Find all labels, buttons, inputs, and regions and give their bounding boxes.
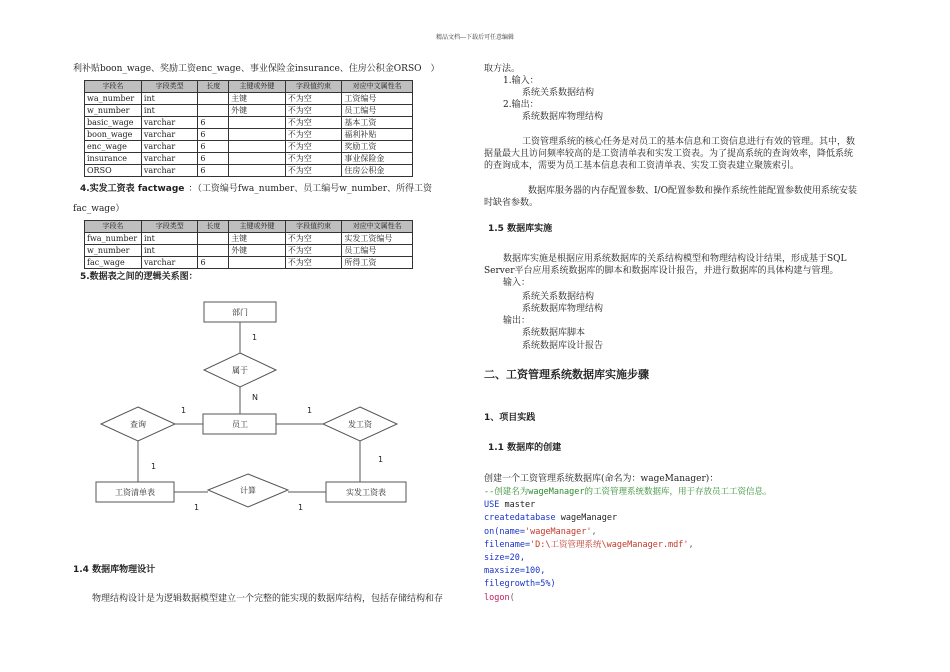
table-cell: 不为空	[285, 117, 342, 129]
input-item: 系统关系数据结构	[522, 88, 595, 98]
output-item: 系统数据库脚本	[522, 328, 586, 338]
table-cell	[229, 129, 286, 141]
sql-keyword: on	[484, 526, 495, 537]
sql-comment: --创建名为wageManager的工资管理系统数据库，用于存放员工工资信息。	[484, 487, 772, 497]
sql-code-block	[484, 486, 772, 605]
sql-text: filename=	[484, 539, 531, 550]
table-cell: 不为空	[285, 233, 342, 245]
column-header: 主键或外键	[229, 221, 286, 233]
sql-string: 'wageManager'	[524, 526, 592, 537]
er-diagram	[90, 296, 420, 516]
table-cell: 员工编号	[342, 245, 413, 257]
create-db-text: 创建一个工资管理系统数据库(命名为：wageManager)：	[484, 474, 719, 484]
output-item: 系统数据库物理结构	[522, 112, 604, 122]
table-cell: varchar	[141, 117, 198, 129]
cardinality-label: 1	[298, 503, 304, 512]
input-item: 系统关系数据结构	[522, 292, 595, 302]
section1-title: 1、项目实践	[484, 413, 536, 423]
cardinality-label: 1	[181, 406, 187, 415]
column-header: 字段类型	[141, 81, 198, 93]
table-cell: 不为空	[285, 245, 342, 257]
table-cell: 外键	[229, 245, 286, 257]
sql-text: wageManager	[555, 513, 618, 524]
sql-line	[484, 592, 772, 605]
relation-label: 发工资	[348, 420, 372, 429]
table-cell: int	[141, 93, 198, 105]
table-row	[85, 105, 413, 117]
table-cell: 6	[198, 129, 229, 141]
table-cell: 不为空	[285, 153, 342, 165]
table-cell: varchar	[141, 129, 198, 141]
table-cell: 不为空	[285, 165, 342, 177]
table-cell: 基本工资	[342, 117, 413, 129]
table-row	[85, 93, 413, 105]
table-cell: boon_wage	[85, 129, 142, 141]
access-method-text: 取方法。	[484, 64, 521, 74]
table-cell: 事业保险金	[342, 153, 413, 165]
table-cell	[229, 117, 286, 129]
section4-title: 4.实发工资表 factwage	[80, 184, 185, 194]
entity-employee	[203, 414, 276, 434]
sql-line: size=20,	[484, 553, 525, 564]
table-cell	[229, 141, 286, 153]
cardinality-label: 1	[378, 455, 384, 464]
section14-text: 物理结构设计是为逻辑数据模型建立一个完整的能实现的数据库结构，包括存储结构和存	[92, 594, 444, 604]
input-label: 输入：	[503, 278, 531, 288]
input-label: 1.输入：	[503, 76, 539, 86]
section14-title: 1.4 数据库物理设计	[73, 565, 156, 575]
relation-label: 计算	[240, 486, 256, 495]
table-cell: 6	[198, 257, 229, 269]
table-cell: 主键	[229, 93, 286, 105]
sql-line	[484, 539, 772, 552]
table-cell: fac_wage	[85, 257, 142, 269]
paragraph-text: 工资管理系统的核心任务是对员工的基本信息和工资信息进行有效的管理。其中，数	[522, 137, 856, 147]
sql-keyword: createdatabase	[484, 513, 556, 524]
sql-line: filegrowth=5%)	[484, 579, 556, 590]
entity-label: 员工	[232, 420, 248, 429]
table-cell: fwa_number	[85, 233, 142, 245]
column-header: 长度	[198, 221, 229, 233]
relation-query	[101, 407, 175, 441]
table-row	[85, 153, 413, 165]
column-header: 对应中文属性名	[342, 81, 413, 93]
table-cell	[229, 153, 286, 165]
table-cell: 工资编号	[342, 93, 413, 105]
entity-department	[204, 302, 276, 322]
table-row	[85, 141, 413, 153]
table-cell: w_number	[85, 245, 142, 257]
cardinality-label: N	[252, 393, 258, 402]
sql-keyword: logon	[484, 592, 510, 603]
table-cell: int	[141, 233, 198, 245]
table-cell: 员工编号	[342, 105, 413, 117]
table-cell: 不为空	[285, 257, 342, 269]
table-cell: varchar	[141, 165, 198, 177]
column-header: 字段值约束	[285, 81, 342, 93]
intro-line: 利补贴boon_wage、奖励工资enc_wage、事业保险金insurance、住房公积金ORSO ）	[73, 64, 440, 74]
table-cell: 福利补贴	[342, 129, 413, 141]
table-cell	[229, 257, 286, 269]
table-cell: wa_number	[85, 93, 142, 105]
column-header: 主键或外键	[229, 81, 286, 93]
table-cell: int	[141, 105, 198, 117]
table-header-row	[85, 81, 413, 93]
sql-keyword: USE	[484, 500, 500, 511]
entity-label: 实发工资表	[346, 488, 386, 497]
sql-line: maxsize=100,	[484, 566, 546, 577]
column-header: 长度	[198, 81, 229, 93]
table-cell: varchar	[141, 153, 198, 165]
table-cell: 实发工资编号	[342, 233, 413, 245]
table-row	[85, 129, 413, 141]
section4-desc: ：（工资编号fwa_number、员工编号w_number、所得工资	[188, 184, 433, 194]
factwage-table	[84, 220, 413, 269]
table-cell: 6	[198, 117, 229, 129]
table-cell: varchar	[141, 141, 198, 153]
table-cell: 所得工资	[342, 257, 413, 269]
sql-text: (	[509, 592, 515, 603]
relation-pay	[323, 407, 397, 441]
table-cell: 奖励工资	[342, 141, 413, 153]
table-row	[85, 257, 413, 269]
relation-calc	[208, 474, 288, 507]
table-cell: 不为空	[285, 105, 342, 117]
table-cell: 主键	[229, 233, 286, 245]
sql-string: 'D:\工资管理系统\wageManager.mdf'	[530, 539, 689, 550]
output-label: 输出：	[503, 316, 531, 326]
wage-table	[84, 80, 413, 177]
section11-title: 1.1 数据库的创建	[488, 443, 562, 453]
table-cell: 外键	[229, 105, 286, 117]
column-header: 字段名	[85, 221, 142, 233]
paragraph-text: 据量最大且访问频率较高的是工资清单表和实发工资表。为了提高系统的查询效率，降低系统	[484, 149, 854, 159]
column-header: 对应中文属性名	[342, 221, 413, 233]
relation-belong	[204, 353, 276, 387]
sql-line	[484, 499, 772, 512]
paragraph-text: 数据库服务器的内存配置参数、I/O配置参数和操作系统性能配置参数使用系统安装	[528, 186, 857, 196]
sql-text: ,	[591, 526, 597, 537]
table-cell: varchar	[141, 257, 198, 269]
cardinality-label: 1	[194, 503, 200, 512]
table-cell	[198, 233, 229, 245]
table-cell: 6	[198, 153, 229, 165]
sql-line	[484, 526, 772, 539]
table-cell: 不为空	[285, 141, 342, 153]
column-header: 字段值约束	[285, 221, 342, 233]
paragraph-text: 的查询成本，需要为员工基本信息表和工资清单表、实发工资表建立聚簇索引。	[484, 161, 800, 171]
section15-title: 1.5 数据库实施	[488, 224, 553, 234]
table-cell: 住房公积金	[342, 165, 413, 177]
table-row	[85, 117, 413, 129]
table-cell: 不为空	[285, 129, 342, 141]
paragraph-text: 数据库实施是根据应用系统数据库的关系结构模型和物理结构设计结果，形成基于SQL	[503, 254, 847, 264]
output-label: 2.输出：	[503, 100, 539, 110]
section4-desc2: fac_wage）	[73, 204, 125, 214]
page-header: 精品文档---下载后可任意编辑	[435, 34, 515, 41]
relation-label: 查询	[130, 420, 146, 429]
sql-text: master	[499, 500, 536, 511]
entity-payroll	[96, 482, 174, 502]
section5-title: 5.数据表之间的逻辑关系图：	[80, 272, 198, 282]
table-cell: w_number	[85, 105, 142, 117]
table-cell	[198, 93, 229, 105]
entity-label: 工资清单表	[115, 488, 155, 497]
cardinality-label: 1	[307, 406, 313, 415]
sql-text: (name=	[494, 526, 525, 537]
sql-line	[484, 512, 772, 525]
output-item: 系统数据库设计报告	[522, 341, 604, 351]
entity-label: 部门	[232, 308, 248, 317]
table-row	[85, 165, 413, 177]
table-cell: basic_wage	[85, 117, 142, 129]
cardinality-label: 1	[252, 333, 258, 342]
table-cell: 6	[198, 141, 229, 153]
table-cell: 6	[198, 165, 229, 177]
table-row	[85, 245, 413, 257]
table-cell	[229, 165, 286, 177]
entity-actual-wage	[326, 482, 406, 502]
section4-heading	[80, 184, 432, 195]
table-header-row	[85, 221, 413, 233]
sql-text: ,	[688, 539, 694, 550]
table-cell	[198, 245, 229, 257]
chapter2-title: 二、工资管理系统数据库实施步骤	[484, 368, 649, 381]
paragraph-text: Server平台应用系统数据库的脚本和数据库设计报告，并进行数据库的具体构建与管理。	[484, 266, 839, 276]
cardinality-label: 1	[151, 462, 157, 471]
column-header: 字段名	[85, 81, 142, 93]
input-item: 系统数据库物理结构	[522, 304, 604, 314]
paragraph-text: 时缺省参数。	[484, 198, 539, 208]
table-cell: insurance	[85, 153, 142, 165]
table-row	[85, 233, 413, 245]
table-cell: 不为空	[285, 93, 342, 105]
table-cell	[198, 105, 229, 117]
table-cell: int	[141, 245, 198, 257]
column-header: 字段类型	[141, 221, 198, 233]
relation-label: 属于	[232, 366, 248, 375]
table-cell: enc_wage	[85, 141, 142, 153]
table-cell: ORSO	[85, 165, 142, 177]
